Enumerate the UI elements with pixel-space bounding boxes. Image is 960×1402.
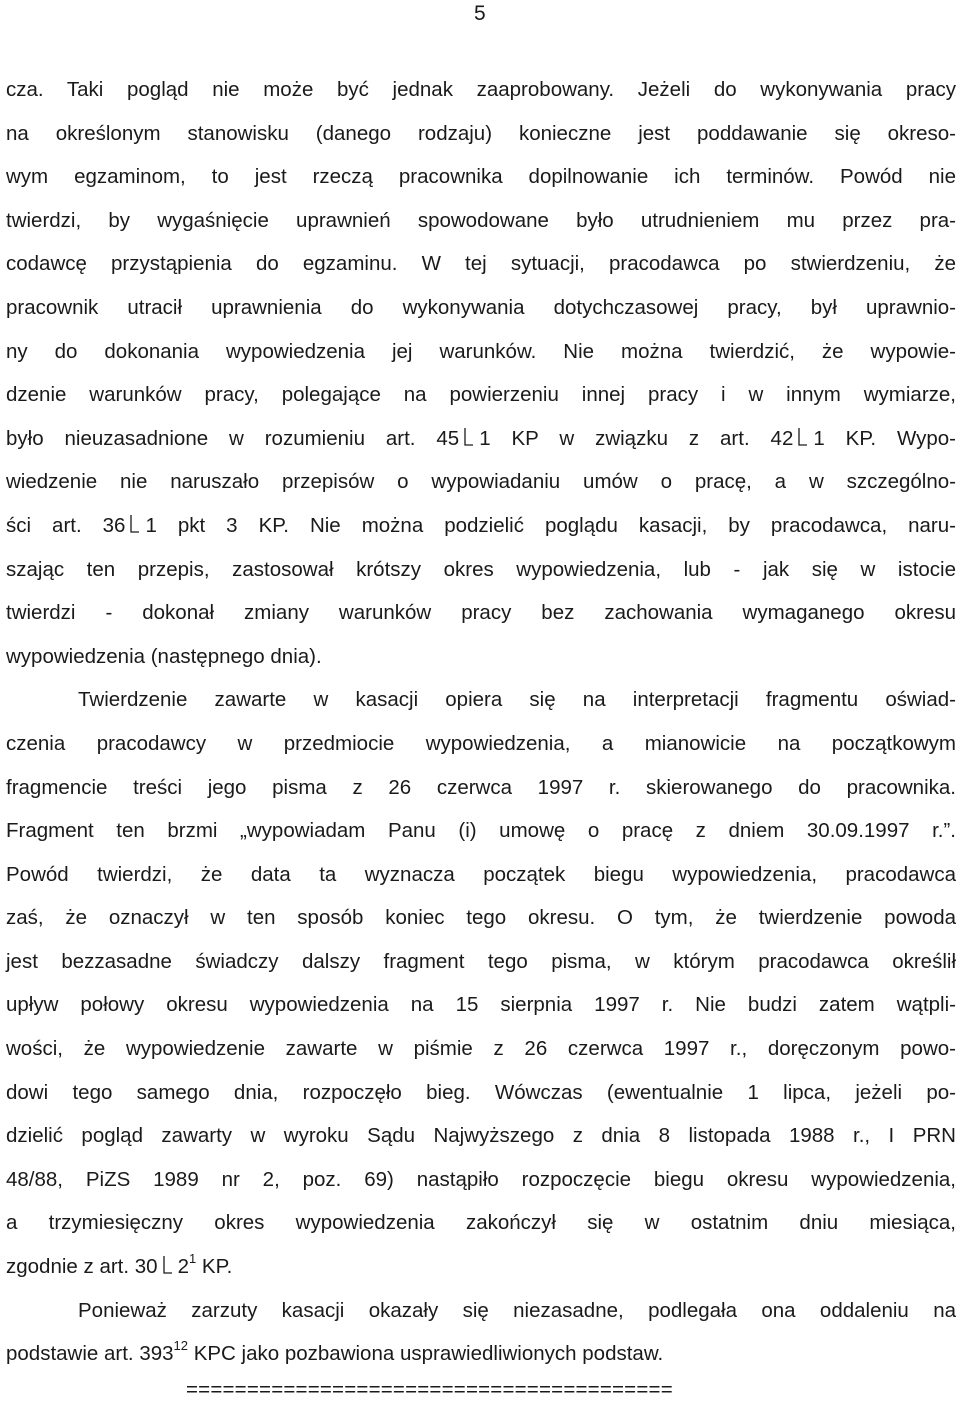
text-fragment: KPC jako pozbawiona usprawiedliwionych podstaw. (188, 1342, 664, 1366)
text-line: dzenie warunków pracy, polegające na powierzeniu innej pracy i w innym wymiarze, (6, 383, 956, 407)
text-line: czenia pracodawcy w przedmiocie wypowiedzenia, a mianowicie na początkowym (6, 731, 956, 755)
separator-line: ======================================== (186, 1378, 673, 1401)
text-fragment: podstawie art. 393 (6, 1342, 174, 1366)
text-fragment: 1 KP w związku z art. 42 (479, 426, 794, 450)
text-line: Ponieważ zarzuty kasacji okazały się niezasadne, podlegała ona oddaleniu na (78, 1298, 956, 1322)
text-fragment: 1 KP. Wypo- (813, 426, 957, 450)
text-line: twierdzi, by wygaśnięcie uprawnień spowodowane było utrudnieniem mu przez pra- (6, 208, 956, 232)
text-line: Twierdzenie zawarte w kasacji opiera się na interpretacji fragmentu oświad- (78, 688, 956, 712)
text-line (6, 417, 956, 461)
text-line (6, 1332, 956, 1376)
text-line: jest bezzasadne świadczy dalszy fragment tego pisma, w którym pracodawca określił (6, 949, 956, 973)
text-line: pracownik utracił uprawnienia do wykonywania dotychczasowej pracy, był uprawnio- (6, 295, 956, 319)
text-line: wiedzenie nie naruszało przepisów o wypowiadaniu umów o pracę, a w szczególno- (6, 470, 956, 494)
text-line: Powód twierdzi, że data ta wyznacza początek biegu wypowiedzenia, pracodawca (6, 862, 956, 886)
text-line: szając ten przepis, zastosował krótszy okres wypowiedzenia, lub - jak się w istocie (6, 557, 956, 581)
text-line: Fragment ten brzmi „wypowiadam Panu (i) umowę o pracę z dniem 30.09.1997 r.”. (6, 819, 956, 843)
text-fragment: KP. (196, 1255, 233, 1279)
section-sign-icon (161, 1254, 175, 1276)
text-fragment: 1 pkt 3 KP. Nie można podzielić poglądu kasacji, by pracodawca, naru- (145, 513, 956, 537)
section-sign-icon (128, 513, 142, 535)
text-fragment: zgodnie z art. 30 (6, 1255, 158, 1279)
text-fragment: 2 (177, 1255, 189, 1279)
text-line: wypowiedzenia (następnego dnia). (6, 644, 322, 668)
superscript: 1 (188, 1251, 197, 1267)
text-line: codawcę przystąpienia do egzaminu. W tej sytuacji, pracodawca po stwierdzeniu, że (6, 252, 956, 276)
superscript: 12 (173, 1338, 188, 1354)
section-sign-icon (796, 426, 810, 448)
text-line: cza. Taki pogląd nie może być jednak zaaprobowany. Jeżeli do wykonywania pracy (6, 78, 956, 101)
text-line (6, 504, 956, 548)
text-line: upływ połowy okresu wypowiedzenia na 15 sierpnia 1997 r. Nie budzi zatem wątpli- (6, 993, 956, 1017)
text-line: fragmencie treści jego pisma z 26 czerwca 1997 r. skierowanego do pracownika. (6, 775, 956, 799)
document-body (6, 68, 956, 1376)
text-line: a trzymiesięczny okres wypowiedzenia zakończył się w ostatnim dniu miesiąca, (6, 1211, 956, 1235)
text-line: dzielić pogląd zawarty w wyroku Sądu Najwyższego z dnia 8 listopada 1988 r., I PRN (6, 1124, 956, 1148)
text-line: ny do dokonania wypowiedzenia jej warunków. Nie można twierdzić, że wypowie- (6, 339, 956, 363)
text-line: na określonym stanowisku (danego rodzaju) konieczne jest poddawanie się okreso- (6, 121, 956, 145)
text-line: wości, że wypowiedzenie zawarte w piśmie z 26 czerwca 1997 r., doręczonym powo- (6, 1037, 956, 1061)
text-line: zaś, że oznaczył w ten sposób koniec tego okresu. O tym, że twierdzenie powoda (6, 906, 956, 930)
page-number: 5 (474, 2, 486, 25)
text-line (6, 1245, 956, 1289)
text-fragment: było nieuzasadnione w rozumieniu art. 45 (6, 426, 460, 450)
section-sign-icon (462, 426, 476, 448)
text-fragment: ści art. 36 (6, 513, 126, 537)
text-line: wym egzaminom, to jest rzeczą pracownika dopilnowanie ich terminów. Powód nie (6, 165, 956, 189)
text-line: dowi tego samego dnia, rozpoczęło bieg. Wówczas (ewentualnie 1 lipca, jeżeli po- (6, 1080, 956, 1104)
text-line: twierdzi - dokonał zmiany warunków pracy bez zachowania wymaganego okresu (6, 601, 956, 625)
text-line: 48/88, PiZS 1989 nr 2, poz. 69) nastąpiło rozpoczęcie biegu okresu wypowiedzenia, (6, 1167, 956, 1191)
